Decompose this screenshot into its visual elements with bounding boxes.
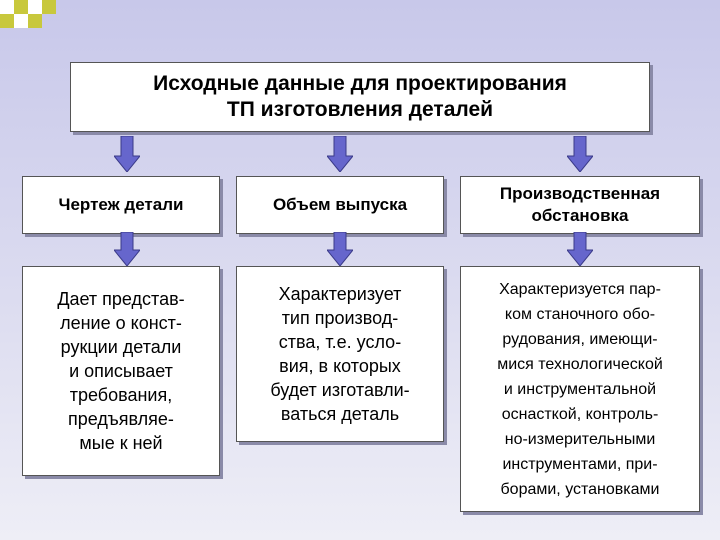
arrow-down-icon xyxy=(567,232,593,266)
arrow-down-icon xyxy=(327,136,353,172)
header-drawing: Чертеж детали xyxy=(22,176,220,234)
description-production-environment: Характеризуется пар- ком станочного обо- рудования, имеющи- мися технологической и инструментальной оснасткой, контроль- но-измерительными инструментами, при- борами, установками xyxy=(460,266,700,512)
arrow-down-icon xyxy=(327,232,353,266)
header-production-environment: Производственная обстановка xyxy=(460,176,700,234)
arrow-down-icon xyxy=(114,232,140,266)
description-output-volume: Характеризует тип производ- ства, т.е. усло- вия, в которых будет изготавли- ваться деталь xyxy=(236,266,444,442)
arrow-down-icon xyxy=(567,136,593,172)
corner-decoration xyxy=(0,0,60,30)
diagram-title: Исходные данные для проектирования ТП изготовления деталей xyxy=(70,62,650,132)
arrow-down-icon xyxy=(114,136,140,172)
description-drawing: Дает представ- ление о конст- рукции детали и описывает требования, предъявляе- мые к ней xyxy=(22,266,220,476)
header-output-volume: Объем выпуска xyxy=(236,176,444,234)
